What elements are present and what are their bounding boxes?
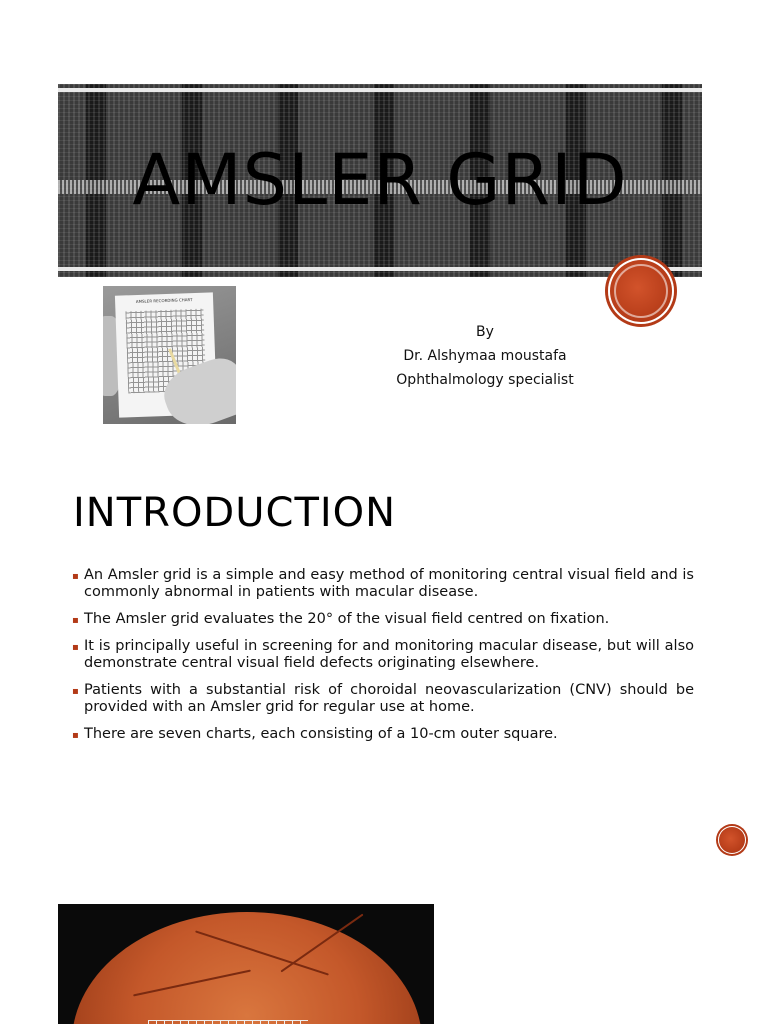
introduction-heading: INTRODUCTION	[73, 490, 397, 536]
bullet-text: There are seven charts, each consisting of a 10-cm outer square.	[84, 726, 558, 742]
bullet-icon: ▪	[72, 686, 79, 697]
list-item	[72, 682, 694, 716]
bullet-icon: ▪	[72, 642, 79, 653]
bullet-text: The Amsler grid evaluates the 20° of the visual field centred on fixation.	[84, 611, 610, 627]
card-title: AMSLER RECORDING CHART	[135, 297, 193, 305]
introduction-bullets	[72, 567, 694, 753]
bullet-text: An Amsler grid is a simple and easy method of monitoring central visual field and is commonly abnormal in patients with macular disease.	[84, 567, 694, 600]
retinal-vessel	[133, 970, 251, 997]
decorative-circle-badge	[608, 258, 674, 324]
author-name: Dr. Alshymaa moustafa	[403, 348, 567, 364]
bullet-icon: ▪	[72, 571, 79, 582]
amsler-chart-photo	[103, 286, 236, 424]
fundus-photo-frame	[58, 904, 434, 1024]
bullet-text: It is principally useful in screening for and monitoring macular disease, but will also demonstrate central visual field defects originating elsewhere.	[84, 638, 694, 671]
list-item	[72, 567, 694, 601]
list-item	[72, 726, 694, 743]
author-block	[380, 320, 590, 392]
title-banner	[58, 84, 702, 277]
bullet-text: Patients with a substantial risk of choroidal neovascularization (CNV) should be provided with an Amsler grid for regular use at home.	[84, 682, 694, 715]
fundus-photo	[72, 912, 422, 1024]
bullet-icon: ▪	[72, 730, 79, 741]
overlay-grid	[148, 1020, 308, 1024]
author-by: By	[476, 324, 494, 340]
list-item	[72, 638, 694, 672]
decorative-circle-dot	[718, 826, 746, 854]
bullet-icon: ▪	[72, 615, 79, 626]
badge-ring	[614, 264, 668, 318]
author-role: Ophthalmology specialist	[396, 372, 574, 388]
retinal-vessel	[280, 914, 363, 973]
slide-title: AMSLER GRID	[132, 139, 628, 221]
list-item	[72, 611, 694, 628]
